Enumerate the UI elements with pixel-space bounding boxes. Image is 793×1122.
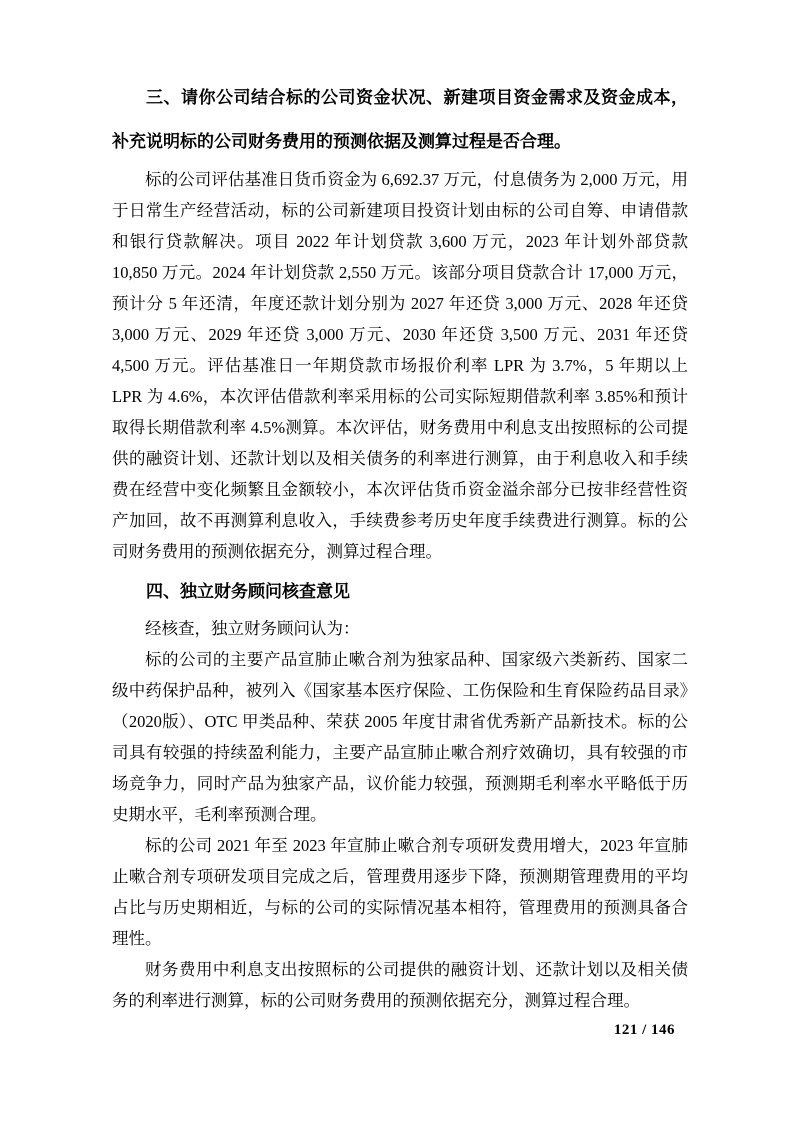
section-heading-three: 三、请你公司结合标的公司资金状况、新建项目资金需求及资金成本，补充说明标的公司财务费用的预测依据及测算过程是否合理。 bbox=[112, 88, 688, 151]
paragraph-product-profitability-opinion: 标的公司的主要产品宣肺止嗽合剂为独家品种、国家级六类新药、国家二级中药保护品种，被列入《国家基本医疗保险、工伤保险和生育保险药品目录》（2020版）、OTC 甲类品种、荣获 2005 年度甘肃省优秀新产品新技术。标的公司具有较强的持续盈利能力，主要产品宣肺止嗽合剂疗效确切，具有较强的市场竞争力，同时产品为独家产品，议价能力较强，预测期毛利率水平略低于历史期水平，毛利率预测合理。 bbox=[112, 650, 688, 824]
paragraph-verification-intro: 经核查，独立财务顾问认为： bbox=[145, 619, 360, 638]
document-content bbox=[112, 76, 688, 1016]
page-number: 121 / 146 bbox=[613, 1022, 675, 1038]
paragraph-admin-expense-opinion: 标的公司 2021 年至 2023 年宣肺止嗽合剂专项研发费用增大，2023 年宣肺止嗽合剂专项研发项目完成之后，管理费用逐步下降，预测期管理费用的平均占比与历史期相近，与标的公司的实际情况基本相符，管理费用的预测具备合理性。 bbox=[112, 836, 688, 948]
section-heading-four: 四、独立财务顾问核查意见 bbox=[146, 582, 350, 601]
paragraph-finance-expense-opinion: 财务费用中利息支出按照标的公司提供的融资计划、还款计划以及相关债务的利率进行测算，标的公司财务费用的预测依据充分，测算过程合理。 bbox=[112, 960, 688, 1010]
paragraph-financial-expense-forecast: 标的公司评估基准日货币资金为 6,692.37 万元，付息债务为 2,000 万元，用于日常生产经营活动，标的公司新建项目投资计划由标的公司自筹、申请借款和银行贷款解决。项目 2022 年计划贷款 3,600 万元，2023 年计划外部贷款 10,850 万元。2024 年计划贷款 2,550 万元。该部分项目贷款合计 17,000 万元，预计分 5 年还清，年度还款计划分别为 2027 年还贷 3,000 万元、2028 年还贷 3,000 万元、2029 年还贷 3,000 万元、2030 年还贷 3,500 万元、2031 年还贷 4,500 万元。评估基准日一年期贷款市场报价利率 LPR 为 3.7%，5 年期以上 LPR 为 4.6%，本次评估借款利率采用标的公司实际短期借款利率 3.85%和预计取得长期借款利率 4.5%测算。本次评估，财务费用中利息支出按照标的公司提供的融资计划、还款计划以及相关债务的利率进行测算，由于利息收入和手续费在经营中变化频繁且金额较小，本次评估货币资金溢余部分已按非经营性资产加回，故不再测算利息收入，手续费参考历史年度手续费进行测算。标的公司财务费用的预测依据充分，测算过程合理。 bbox=[112, 170, 688, 561]
